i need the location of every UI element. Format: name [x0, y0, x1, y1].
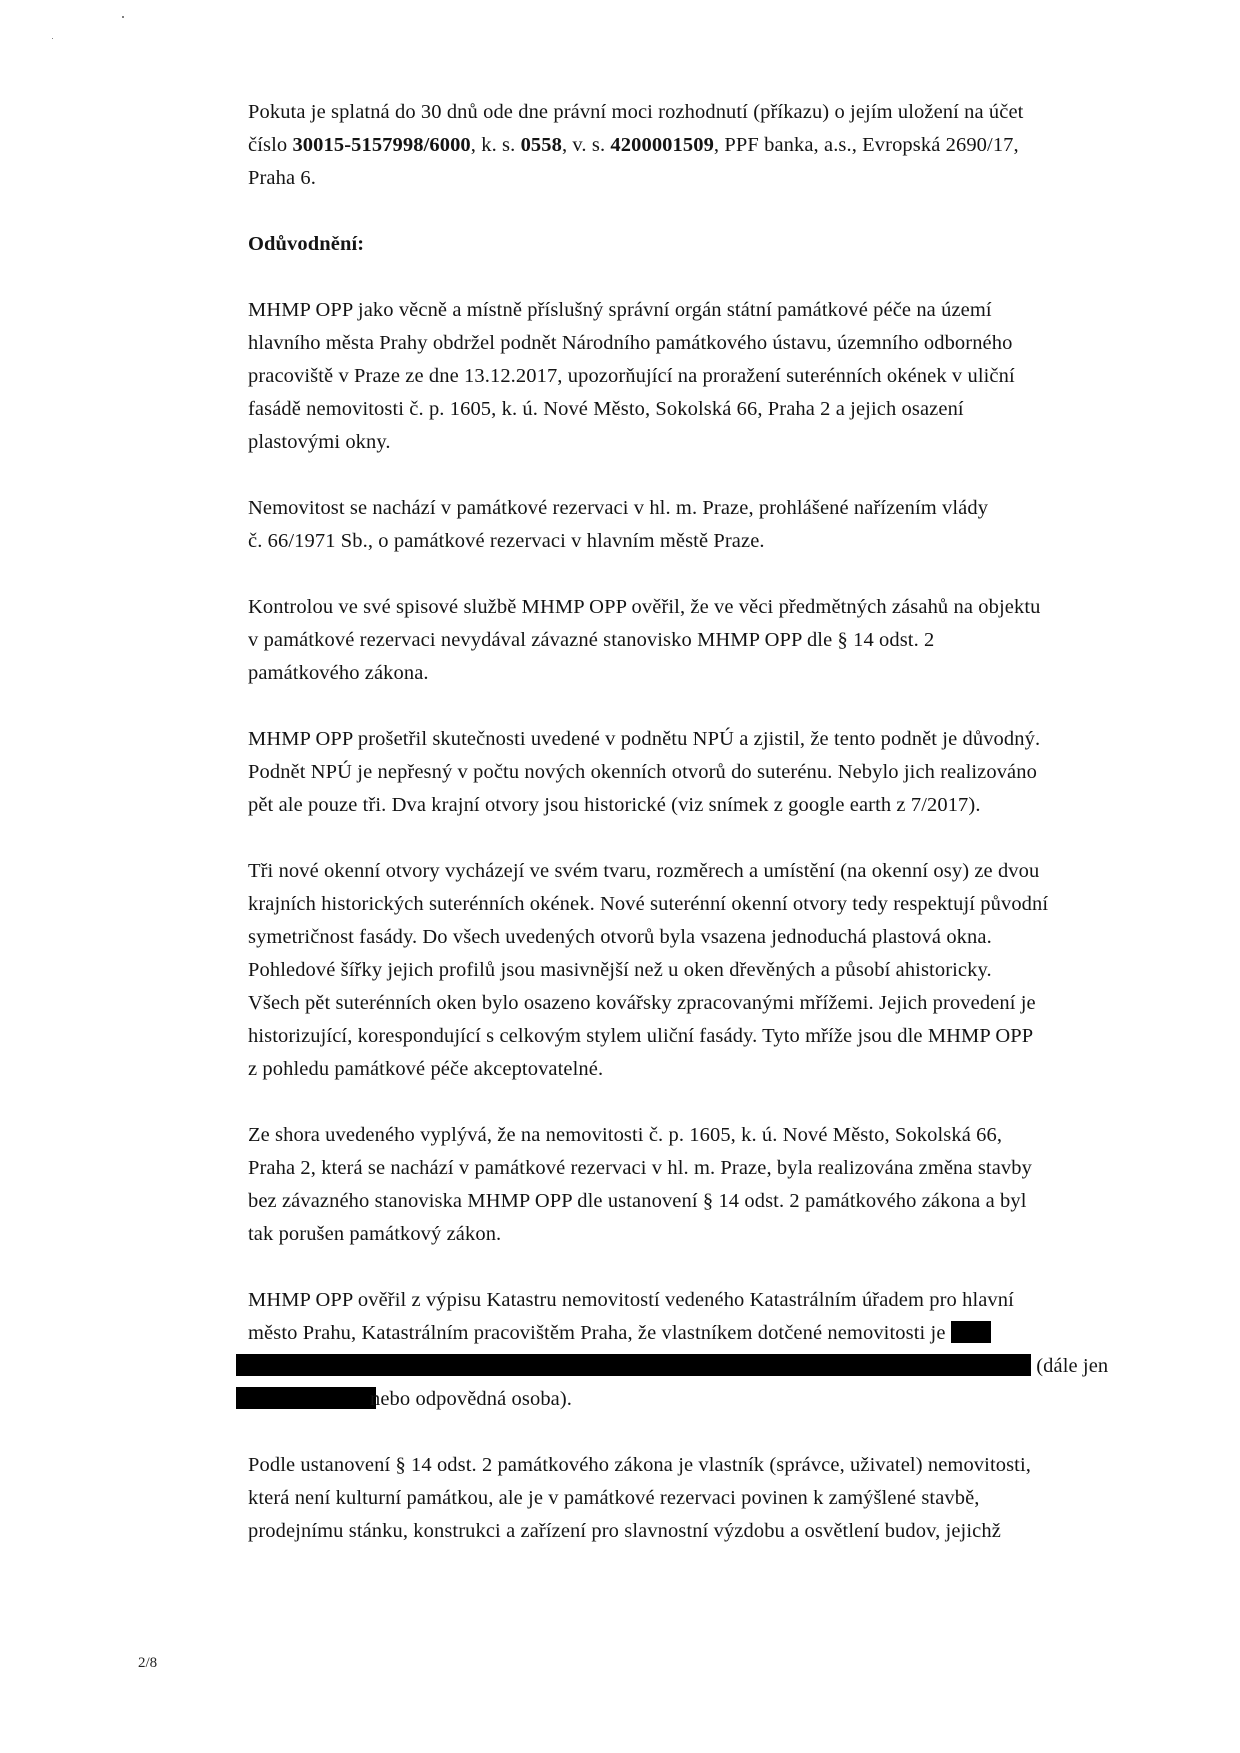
- scan-speck: [52, 38, 53, 39]
- paragraph-8: [248, 1449, 1134, 1548]
- text-line: číslo 30015-5157998/6000, k. s. 0558, v. s. 4200001509, PPF banka, a.s., Evropská 2690/17,: [248, 134, 1019, 156]
- text-line: krajních historických suterénních okének. Nové suterénní okenní otvory tedy respektují původní: [248, 893, 1049, 915]
- text-line: Ze shora uvedeného vyplývá, že na nemovitosti č. p. 1605, k. ú. Nové Město, Sokolská 66,: [248, 1124, 1003, 1146]
- text-line: Podle ustanovení § 14 odst. 2 památkového zákona je vlastník (správce, uživatel) nemovitosti,: [248, 1454, 1031, 1476]
- paragraph-4: [248, 723, 1134, 822]
- text-line: která není kulturní památkou, ale je v památkové rezervaci povinen k zamýšlené stavbě,: [248, 1487, 980, 1509]
- text-line: symetričnost fasády. Do všech uvedených otvorů byla vsazena jednoduchá plastová okna.: [248, 926, 992, 948]
- paragraph-2: [248, 492, 1134, 558]
- text-line: Kontrolou ve své spisové službě MHMP OPP ověřil, že ve věci předmětných zásahů na objektu: [248, 596, 1041, 618]
- text-line: Podnět NPÚ je nepřesný v počtu nových okenních otvorů do suterénu. Nebylo jich realizováno: [248, 761, 1037, 783]
- text-line: Praha 2, která se nachází v památkové rezervaci v hl. m. Praze, byla realizována změna stavby: [248, 1157, 1032, 1179]
- text-line: Praha 6.: [248, 167, 316, 189]
- scan-speck: [122, 16, 124, 18]
- text-line: Všech pět suterénních oken bylo osazeno kovářsky zpracovanými mřížemi. Jejich provedení je: [248, 992, 1036, 1014]
- text-line: MHMP OPP jako věcně a místně příslušný správní orgán státní památkové péče na území: [248, 299, 992, 321]
- text-line: Pohledové šířky jejich profilů jsou masivnější než u oken dřevěných a působí ahistoricky.: [248, 959, 992, 981]
- text-line: tak porušen památkový zákon.: [248, 1223, 502, 1245]
- text-line: MHMP OPP prošetřil skutečnosti uvedené v podnětu NPÚ a zjistil, že tento podnět je důvodný.: [248, 728, 1041, 750]
- text-line: MHMP OPP ověřil z výpisu Katastru nemovitostí vedeného Katastrálním úřadem pro hlavní: [248, 1289, 1014, 1311]
- text-line: plastovými okny.: [248, 431, 391, 453]
- text-line: bez závazného stanoviska MHMP OPP dle ustanovení § 14 odst. 2 památkového zákona a byl: [248, 1190, 1027, 1212]
- redaction-block: [951, 1321, 991, 1343]
- text-line: Pokuta je splatná do 30 dnů ode dne právní moci rozhodnutí (příkazu) o jejím uložení na účet: [248, 101, 1024, 123]
- redaction-block: [236, 1354, 1031, 1376]
- text-line: pět ale pouze tři. Dva krajní otvory jsou historické (viz snímek z google earth z 7/2017).: [248, 794, 981, 816]
- text-line: Nemovitost se nachází v památkové rezervaci v hl. m. Praze, prohlášené nařízením vlády: [248, 497, 989, 519]
- text-line: (dále jen: [248, 1350, 1134, 1383]
- text-line: v památkové rezervaci nevydával závazné stanovisko MHMP OPP dle § 14 odst. 2: [248, 629, 935, 651]
- text-line: město Prahu, Katastrálním pracovištěm Praha, že vlastníkem dotčené nemovitosti je: [248, 1317, 1134, 1350]
- paragraph-5: [248, 855, 1134, 1086]
- paragraph-6: [248, 1119, 1134, 1251]
- redaction-block: [236, 1387, 376, 1409]
- constant-symbol: 0558: [520, 134, 562, 156]
- payment-paragraph: [248, 96, 1134, 195]
- text-line: pracoviště v Praze ze dne 13.12.2017, upozorňující na proražení suterénních okének v uliční: [248, 365, 1015, 387]
- paragraph-1: [248, 294, 1134, 459]
- text-line: z pohledu památkové péče akceptovatelné.: [248, 1058, 604, 1080]
- section-heading: Odůvodnění:: [248, 233, 365, 255]
- page-number: 2/8: [138, 1655, 158, 1671]
- text-line: historizující, korespondující s celkovým stylem uliční fasády. Tyto mříže jsou dle MHMP OPP: [248, 1025, 1034, 1047]
- text-line: č. 66/1971 Sb., o památkové rezervaci v hlavním městě Praze.: [248, 530, 765, 552]
- variable-symbol: 4200001509: [610, 134, 714, 156]
- account-number: 30015-5157998/6000: [292, 134, 471, 156]
- text-line: prodejnímu stánku, konstrukci a zařízení pro slavnostní výzdobu a osvětlení budov, jejichž: [248, 1520, 1001, 1542]
- paragraph-7-owner: [248, 1284, 1134, 1416]
- paragraph-3: [248, 591, 1134, 690]
- text-line: památkového zákona.: [248, 662, 429, 684]
- text-line: nebo odpovědná osoba).: [248, 1383, 1134, 1416]
- text-line: fasádě nemovitosti č. p. 1605, k. ú. Nové Město, Sokolská 66, Praha 2 a jejich osazení: [248, 398, 964, 420]
- text-line: hlavního města Prahy obdržel podnět Národního památkového ústavu, územního odborného: [248, 332, 1013, 354]
- text-line: Tři nové okenní otvory vycházejí ve svém tvaru, rozměrech a umístění (na okenní osy) ze dvou: [248, 860, 1040, 882]
- document-body: [248, 96, 1134, 1581]
